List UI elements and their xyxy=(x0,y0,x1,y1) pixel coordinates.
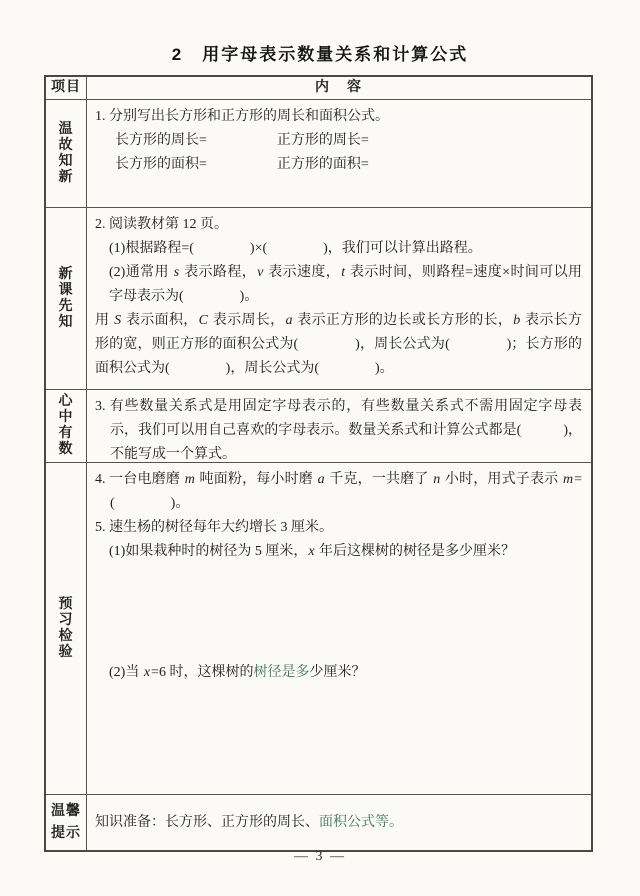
fill-in-blank: ( ) xyxy=(445,337,512,352)
content-paragraph xyxy=(109,661,582,685)
fill-in-blank: ( ) xyxy=(262,241,328,256)
text-segment: 少厘米？ xyxy=(309,665,366,680)
text-segment: a xyxy=(285,313,293,328)
text-segment: 知识准备：长方形、正方形的周长、 xyxy=(95,814,319,830)
content-paragraph xyxy=(95,213,582,237)
page-number: — 3 — xyxy=(294,849,346,864)
text-segment: 表示长方形的宽，则正方形的面积公式为 xyxy=(95,313,582,352)
fill-in-blank: ( ) xyxy=(110,496,176,511)
table-row xyxy=(46,100,591,208)
row-label: 心 中 有 数 xyxy=(46,390,87,462)
text-segment: 1. 分别写出长方形和正方形的周长和面积公式。 xyxy=(95,109,389,124)
text-segment: t xyxy=(341,265,346,280)
text-segment: n xyxy=(433,472,441,487)
content-paragraph xyxy=(95,811,403,835)
text-segment: m xyxy=(184,472,195,487)
fill-in-blank: ( ) xyxy=(179,289,245,304)
text-segment: 。 xyxy=(244,289,259,304)
text-segment: ，周长公式为 xyxy=(359,337,446,352)
text-segment: 。 xyxy=(379,361,394,376)
text-segment: 小时，用式子表示 xyxy=(441,472,562,487)
text-segment: 长方形的面积= 正方形的面积= xyxy=(115,157,369,172)
row-content xyxy=(87,100,591,207)
row-content xyxy=(87,463,591,794)
text-segment: 2. 阅读教材第 12 页。 xyxy=(95,217,228,232)
content-paragraph xyxy=(109,237,582,261)
table-row xyxy=(46,463,591,795)
text-segment: b xyxy=(513,313,521,328)
content-paragraph xyxy=(115,129,582,153)
text-segment: 4. 一台电磨磨 xyxy=(95,472,184,487)
text-segment: 表示路程， xyxy=(180,265,257,280)
fill-in-blank: ( ) xyxy=(189,241,255,256)
fill-in-blank: ( ) xyxy=(314,361,380,376)
text-segment: S xyxy=(114,313,122,328)
content-paragraph xyxy=(95,395,582,463)
text-segment: 。 xyxy=(175,496,190,511)
text-segment: = xyxy=(574,472,583,487)
text-segment: 表示面积， xyxy=(122,313,198,328)
fill-in-blank: ( ) xyxy=(516,423,568,438)
content-paragraph xyxy=(95,309,582,381)
text-segment: 千克，一共磨了 xyxy=(325,472,433,487)
text-segment: ；长方形的面积公式为 xyxy=(95,337,583,376)
row-content xyxy=(87,208,591,389)
text-segment: (2)通常用 xyxy=(109,265,173,280)
header-content-column: 内 容 xyxy=(315,80,363,95)
worksheet-table xyxy=(44,75,593,852)
text-segment: 表示时间，则路程=速度×时间可以用字母表示为 xyxy=(109,265,583,304)
text-segment: 年后这棵树的树径是多少厘米？ xyxy=(315,544,516,559)
table-row xyxy=(46,208,591,390)
table-row xyxy=(46,390,591,463)
text-segment: =6 时，这棵树的 xyxy=(151,665,254,680)
worksheet-table-body xyxy=(46,100,591,850)
text-segment: x xyxy=(143,665,151,680)
row-content xyxy=(87,795,591,850)
text-segment: (2)当 xyxy=(109,665,143,680)
text-segment: v xyxy=(257,265,264,280)
text-segment: (1)如果栽种时的树径为 5 厘米， xyxy=(109,544,308,559)
text-segment: ，周长公式为 xyxy=(230,361,315,376)
table-header xyxy=(46,77,591,100)
text-segment: 表示速度， xyxy=(264,265,341,280)
text-segment: x xyxy=(308,544,315,559)
text-segment: s xyxy=(173,265,180,280)
table-row xyxy=(46,795,591,850)
text-segment: m xyxy=(562,472,574,487)
content-paragraph xyxy=(109,540,582,564)
row-content xyxy=(87,390,591,462)
content-paragraph xyxy=(109,261,582,309)
text-segment: ，不能写成一个算式。 xyxy=(110,423,583,462)
row-label: 预 习 检 验 xyxy=(46,463,87,794)
text-segment: ，我们可以计算出路程。 xyxy=(327,241,482,256)
text-segment: 用 xyxy=(95,313,114,328)
row-label: 温 故 知 新 xyxy=(46,100,87,207)
text-segment: (1)根据路程= xyxy=(109,241,190,256)
text-segment: C xyxy=(198,313,208,328)
fill-in-blank: ( ) xyxy=(165,361,231,376)
text-segment: 树径是多 xyxy=(253,665,310,680)
text-segment: 长方形的周长= 正方形的周长= xyxy=(115,133,369,148)
text-segment: × xyxy=(254,241,263,256)
text-segment: a xyxy=(317,472,325,487)
content-paragraph xyxy=(95,468,582,516)
text-segment: 面积公式等。 xyxy=(319,814,403,830)
header-item-column: 项目 xyxy=(46,77,87,99)
row-label: 新 课 先 知 xyxy=(46,208,87,389)
text-segment: 表示正方形的边长或长方形的长， xyxy=(293,313,513,328)
text-segment: 3. 有些数量关系式是用固定字母表示的，有些数量关系式不需用固定字母表示，我们可以用自己喜欢的字母表示。数量关系式和计算公式都是 xyxy=(95,399,582,438)
content-paragraph xyxy=(115,153,582,177)
text-segment: 表示周长， xyxy=(208,313,285,328)
page-title: 2 用字母表示数量关系和计算公式 xyxy=(171,45,469,64)
text-segment: 5. 速生杨的树径每年大约增长 3 厘米。 xyxy=(95,520,333,535)
row-label: 温馨 提示 xyxy=(46,795,87,850)
content-paragraph xyxy=(95,516,582,540)
text-segment: 吨面粉，每小时磨 xyxy=(195,472,317,487)
fill-in-blank: ( ) xyxy=(293,337,360,352)
content-paragraph xyxy=(95,105,582,129)
